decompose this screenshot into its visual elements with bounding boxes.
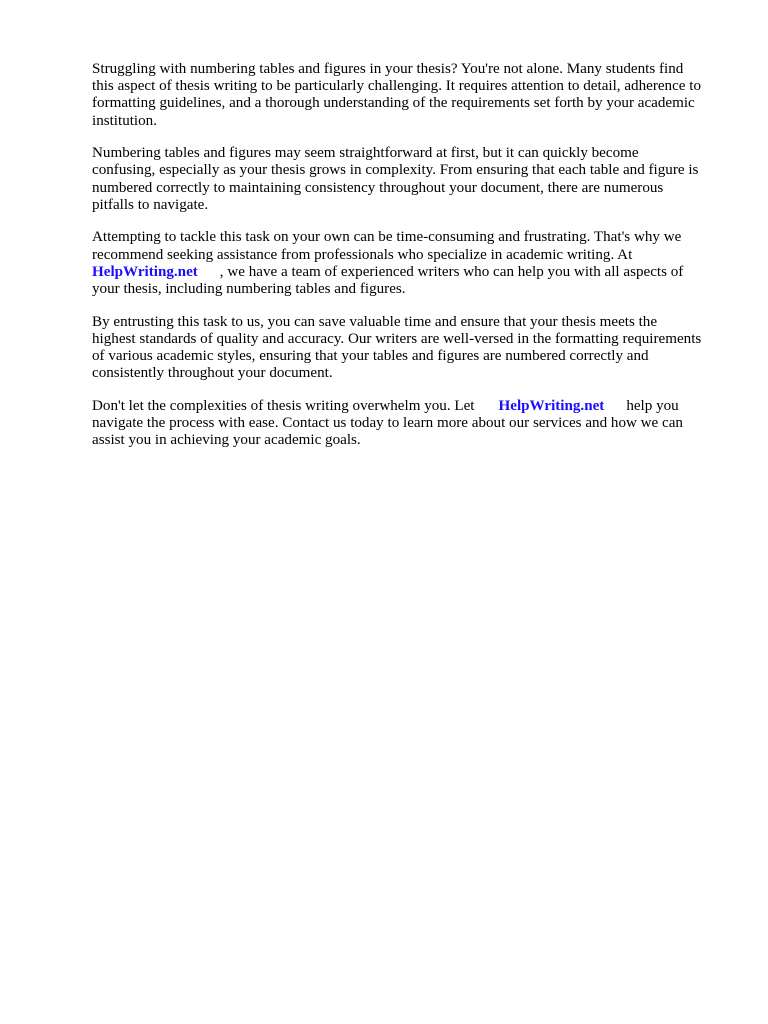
text-line: confusing, especially as your thesis grows in complexity. From ensuring that each table and figure is: [92, 162, 699, 179]
text-line: this aspect of thesis writing to be particularly challenging. It requires attention to detail, adherence to: [92, 78, 702, 95]
document-body: [92, 61, 726, 465]
text-line: [92, 264, 726, 281]
text-line: formatting guidelines, and a thorough understanding of the requirements set forth by your academic: [92, 95, 695, 112]
text-line: navigate the process with ease. Contact us today to learn more about our services and how we can: [92, 415, 683, 432]
text-line: your thesis, including numbering tables and figures.: [92, 281, 406, 298]
helpwriting-link[interactable]: HelpWriting.net: [92, 263, 198, 280]
text-segment: help you: [626, 397, 679, 414]
text-line: By entrusting this task to us, you can save valuable time and ensure that your thesis meets the: [92, 313, 658, 330]
text-line: Numbering tables and figures may seem straightforward at first, but it can quickly become: [92, 145, 639, 162]
paragraph-entrusting: [92, 314, 726, 383]
text-line: Struggling with numbering tables and figures in your thesis? You're not alone. Many students find: [92, 61, 684, 77]
text-line: recommend seeking assistance from professionals who specialize in academic writing. At: [92, 246, 633, 263]
paragraph-closing: [92, 398, 726, 450]
helpwriting-link[interactable]: HelpWriting.net: [498, 397, 605, 414]
paragraph-intro: [92, 61, 726, 130]
text-line: institution.: [92, 112, 157, 129]
paragraph-numbering: [92, 145, 726, 214]
text-line: consistently throughout your document.: [92, 365, 333, 382]
text-line: assist you in achieving your academic goals.: [92, 432, 361, 449]
text-line: highest standards of quality and accuracy. Our writers are well-versed in the formatting requirements: [92, 330, 702, 347]
text-line: pitfalls to navigate.: [92, 196, 209, 213]
text-line: [92, 398, 726, 415]
paragraph-assistance: [92, 229, 726, 298]
text-segment: Don't let the complexities of thesis writing overwhelm you. Let: [92, 397, 475, 414]
text-segment: , we have a team of experienced writers who can help you with all aspects of: [219, 263, 684, 280]
text-line: of various academic styles, ensuring that your tables and figures are numbered correctly and: [92, 348, 649, 365]
text-line: numbered correctly to maintaining consistency throughout your document, there are numerous: [92, 179, 664, 196]
text-line: Attempting to tackle this task on your own can be time-consuming and frustrating. That's why we: [92, 229, 682, 246]
